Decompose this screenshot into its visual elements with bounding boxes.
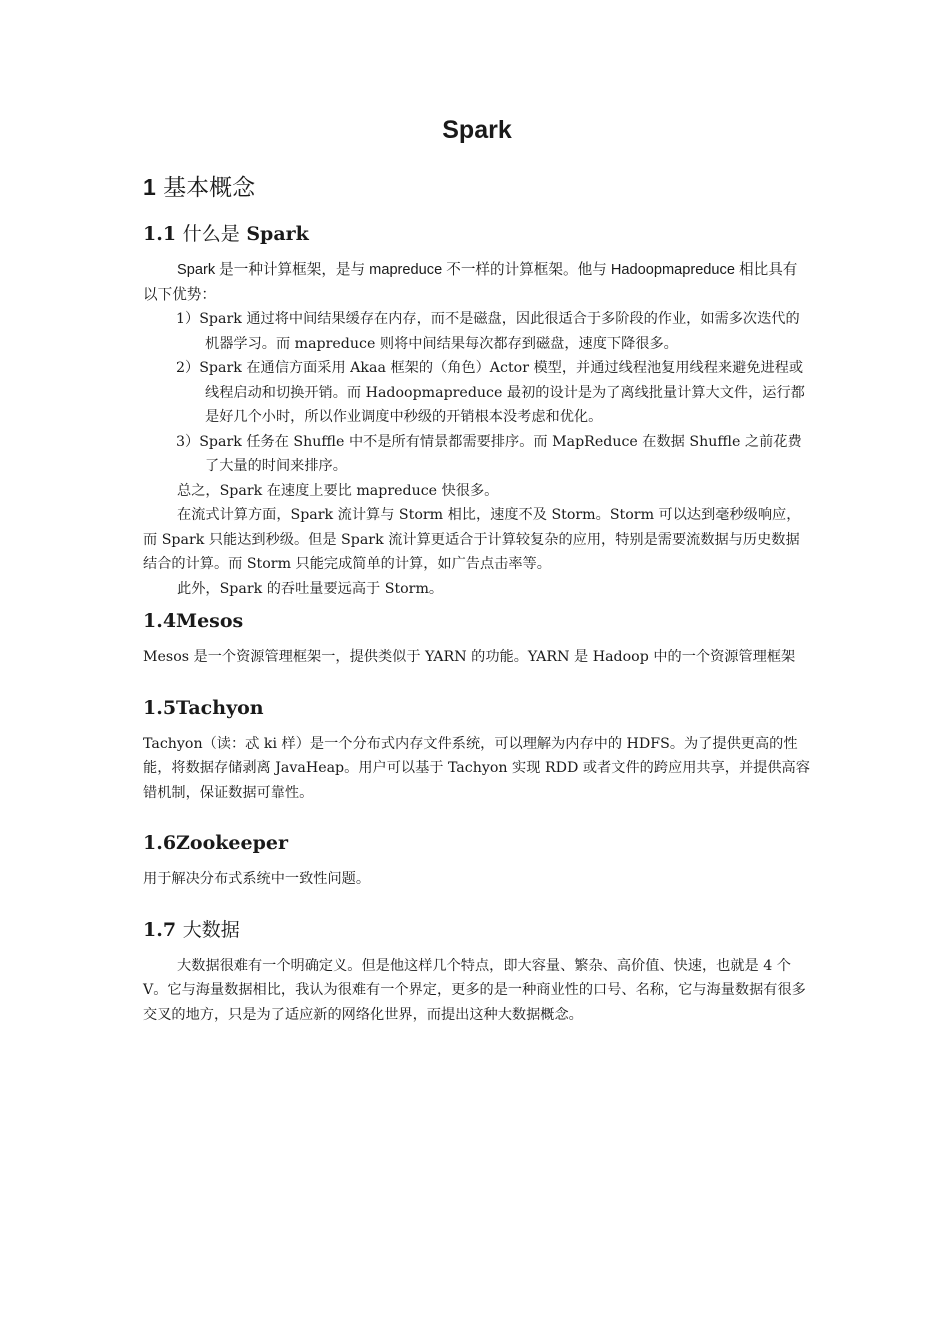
section-heading-1-7 — [143, 916, 811, 944]
list-item-3: 3）Spark 任务在 Shuffle 中不是所有情景都需要排序。而 MapReduce 在数据 Shuffle 之前花费了大量的时间来排序。 — [176, 433, 802, 474]
list-item-1: 1）Spark 通过将中间结果缓存在内存，而不是磁盘，因此很适合于多阶段的作业，如需多次迭代的机器学习。而 mapreduce 则将中间结果每次都存到磁盘，速度下降很多。 — [176, 311, 800, 352]
section-number: 1 — [143, 174, 156, 200]
paragraph-intro: Spark 是一种计算框架，是与 mapreduce 不一样的计算框架。他与 Hadoopmapreduce 相比具有以下优势： — [143, 262, 798, 303]
section-heading-1-5: 1.5Tachyon — [143, 696, 264, 719]
paragraph-zookeeper: 用于解决分布式系统中一致性问题。 — [143, 871, 371, 887]
paragraph-bigdata: 大数据很难有一个明确定义。但是他这样几个特点，即大容量、繁杂、高价值、快速，也就是 4 个 V。它与海量数据相比，我认为很难有一个界定，更多的是一种商业性的口号、名称，它与海量数据有很多交叉的地方，只是为了适应新的网络化世界，而提出这种大数据概念。 — [143, 957, 806, 1023]
section-number: 1.1 — [143, 223, 177, 245]
section-title: 基本概念 — [163, 175, 256, 201]
section-heading-1-4: 1.4Mesos — [143, 610, 244, 632]
section-title-cjk: 什么是 — [182, 223, 240, 245]
section-title-cjk: 大数据 — [182, 918, 240, 941]
section-heading-1 — [143, 170, 811, 204]
section-number: 1.7 — [143, 918, 177, 941]
paragraph-mesos: Mesos 是一个资源管理框架一，提供类似于 YARN 的功能。YARN 是 Hadoop 中的一个资源管理框架 — [143, 649, 796, 665]
document-title: Spark — [442, 116, 512, 144]
section-heading-1-1 — [143, 220, 811, 248]
paragraph-tachyon: Tachyon（读：忒 ki 样）是一个分布式内存文件系统，可以理解为内存中的 HDFS。为了提供更高的性能，将数据存储剥离 JavaHeap。用户可以基于 Tachyon 实现 RDD 或者文件的跨应用共享，并提供高容错机制，保证数据可靠性。 — [143, 735, 810, 801]
paragraph-streaming: 在流式计算方面，Spark 流计算与 Storm 相比，速度不及 Storm。Storm 可以达到毫秒级响应，而 Spark 只能达到秒级。但是 Spark 流计算更适合于计算较复杂的应用，特别是需要流数据与历史数据结合的计算。而 Storm 只能完成简单的计算，如广告点击率等。 — [143, 507, 801, 572]
list-item-2: 2）Spark 在通信方面采用 Akaa 框架的（角色）Actor 模型，并通过线程池复用线程来避免进程或线程启动和切换开销。而 Hadoopmapreduce 最初的设计是为了离线批量计算大文件，运行都是好几个小时，所以作业调度中秒级的开销根本没考虑和优化。 — [176, 360, 805, 425]
paragraph-summary: 总之，Spark 在速度上要比 mapreduce 快很多。 — [177, 482, 499, 499]
section-heading-1-6: 1.6Zookeeper — [143, 832, 288, 854]
section-title-en: Spark — [246, 223, 309, 245]
paragraph-throughput: 此外，Spark 的吞吐量要远高于 Storm。 — [177, 580, 444, 597]
document-content — [143, 112, 811, 1027]
